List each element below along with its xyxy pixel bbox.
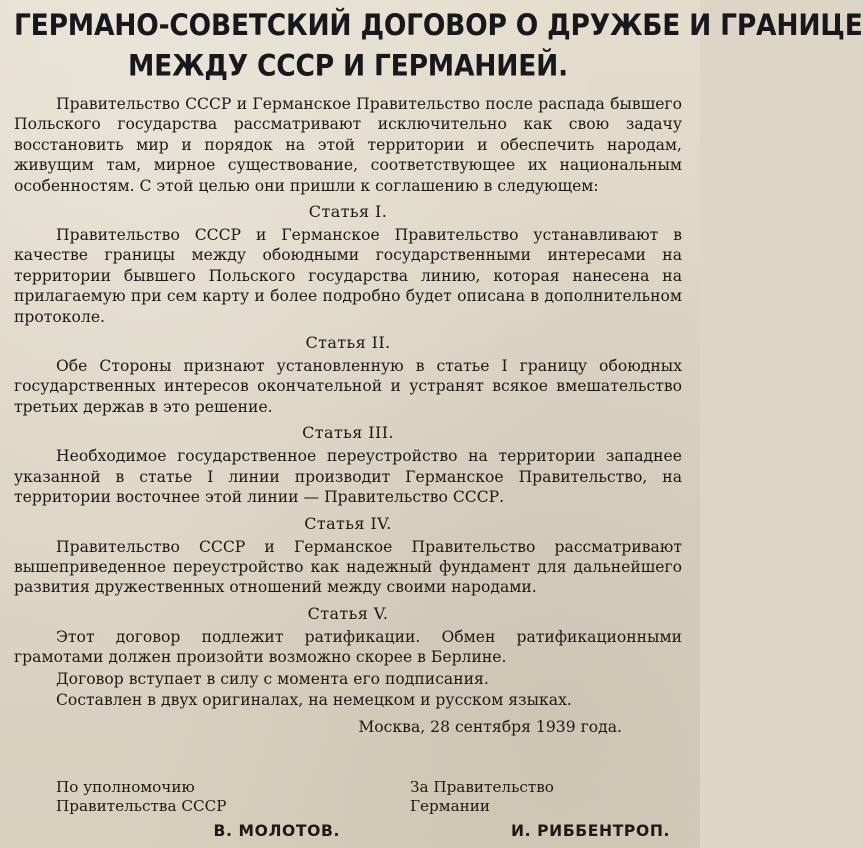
signature-germany — [410, 778, 670, 841]
signer-name: И. РИББЕНТРОП. — [510, 822, 670, 840]
article-paragraph: Договор вступает в силу с момента его подписания. — [56, 669, 489, 688]
article-heading: Статья IV. — [304, 513, 392, 533]
article-paragraph: Правительство СССР и Германское Правительство рассматривают вышеприведенное переустройство как надежный фундамент для дальнейшего развития дружественных отношений между своими народами. — [14, 537, 682, 597]
title-line-1: ГЕРМАНО-СОВЕТСКИЙ ДОГОВОР О ДРУЖБЕ И ГРАНИЦЕ — [14, 8, 863, 43]
document-title — [14, 6, 863, 87]
article-1 — [14, 202, 682, 327]
preamble-paragraph: Правительство СССР и Германское Правительство после распада бывшего Польского государства рассматривают исключительно как свою задачу восстановить мир и порядок на этой территории и обеспечить народам, живущим там, мирное существование, соответствующее их национальным особенностям. С этой целью они пришли к соглашению в следующем: — [14, 95, 682, 195]
signature-authority-line: Правительства СССР — [56, 797, 227, 815]
article-2 — [14, 333, 682, 417]
article-5 — [14, 604, 682, 689]
signature-ussr — [56, 778, 346, 841]
date-line: Москва, 28 сентября 1939 года. — [358, 718, 622, 737]
signature-authority-line: За Правительство — [410, 778, 554, 796]
signer-name: В. МОЛОТОВ. — [213, 822, 340, 840]
signature-authority-line: Германии — [410, 797, 491, 815]
signatures-block — [56, 778, 670, 841]
article-heading: Статья II. — [305, 333, 391, 353]
article-paragraph: Этот договор подлежит ратификации. Обмен ратификационными грамотами должен произойти возможно скорее в Берлине. — [14, 627, 682, 667]
article-paragraph: Правительство СССР и Германское Правительство устанавливают в качестве границы между обоюдными государственными интересами на территории бывшего Польского государства линию, которая нанесена на прилагаемую при сем карту и более подробно будет описана в дополнительном протоколе. — [14, 226, 682, 326]
signature-authority-line: По уполномочию — [56, 778, 195, 796]
article-3 — [14, 423, 682, 507]
closing-paragraph: Составлен в двух оригиналах, на немецком и русском языках. — [56, 690, 572, 709]
article-paragraph: Обе Стороны признают установленную в статье I границу обоюдных государственных интересов окончательной и устранят всякое вмешательство третьих держав в это решение. — [14, 357, 682, 416]
article-paragraph: Необходимое государственное переустройство на территории западнее указанной в статье I линии производит Германское Правительство, на территории восточнее этой линии — Правительство СССР. — [14, 447, 682, 507]
article-heading: Статья III. — [302, 423, 394, 443]
treaty-body — [14, 94, 682, 738]
article-4 — [14, 514, 682, 598]
article-heading: Статья I. — [308, 202, 388, 222]
title-line-2: МЕЖДУ СССР И ГЕРМАНИЕЙ. — [128, 48, 568, 84]
article-heading: Статья V. — [307, 603, 389, 623]
